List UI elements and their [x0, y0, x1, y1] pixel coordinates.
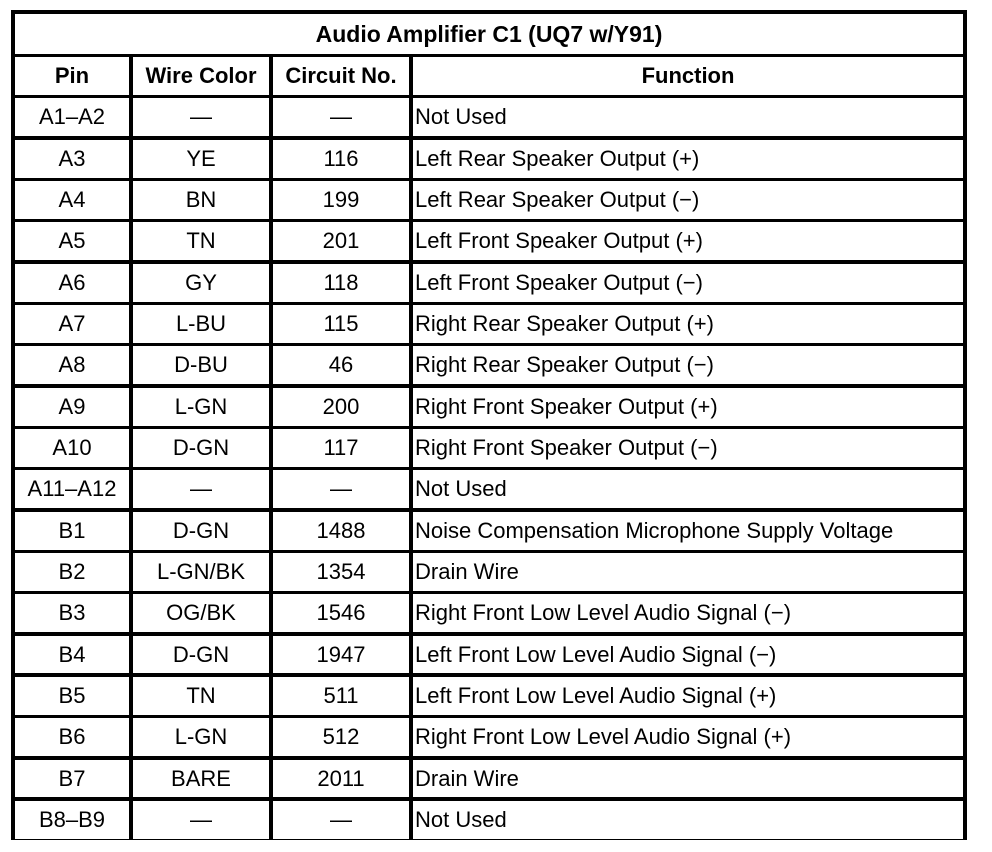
pin-cell: A5 — [15, 222, 129, 260]
wire-color-cell: D-BU — [133, 346, 269, 384]
header-function: Function — [413, 57, 963, 95]
wire-color-cell: L-GN — [133, 388, 269, 426]
pin-cell: A6 — [15, 264, 129, 302]
wire-color-cell: L-GN — [133, 718, 269, 756]
pin-cell: A4 — [15, 181, 129, 219]
pin-cell: B8–B9 — [15, 801, 129, 839]
function-cell: Noise Compensation Microphone Supply Voltage — [413, 512, 963, 550]
function-cell: Left Rear Speaker Output (−) — [413, 181, 963, 219]
table-grid — [15, 57, 963, 839]
function-cell: Right Front Speaker Output (−) — [413, 429, 963, 467]
circuit-number-cell: 116 — [273, 140, 409, 178]
circuit-number-cell: 200 — [273, 388, 409, 426]
function-cell: Left Rear Speaker Output (+) — [413, 140, 963, 178]
pin-cell: B7 — [15, 760, 129, 798]
circuit-number-cell: 118 — [273, 264, 409, 302]
pin-cell: B6 — [15, 718, 129, 756]
function-cell: Right Front Low Level Audio Signal (+) — [413, 718, 963, 756]
circuit-number-cell: 512 — [273, 718, 409, 756]
circuit-number-cell: 511 — [273, 677, 409, 715]
pin-cell: A7 — [15, 305, 129, 343]
circuit-number-cell: 1546 — [273, 594, 409, 632]
function-cell: Not Used — [413, 98, 963, 136]
pin-cell: B2 — [15, 553, 129, 591]
wire-color-cell: D-GN — [133, 512, 269, 550]
wire-color-cell: — — [133, 470, 269, 508]
function-cell: Left Front Speaker Output (−) — [413, 264, 963, 302]
circuit-number-cell: 1947 — [273, 636, 409, 674]
header-pin: Pin — [15, 57, 129, 95]
pin-cell: A1–A2 — [15, 98, 129, 136]
circuit-number-cell: 1354 — [273, 553, 409, 591]
pin-cell: B1 — [15, 512, 129, 550]
pin-cell: B3 — [15, 594, 129, 632]
wire-color-cell: L-GN/BK — [133, 553, 269, 591]
circuit-number-cell: 115 — [273, 305, 409, 343]
wire-color-cell: BARE — [133, 760, 269, 798]
pin-cell: A9 — [15, 388, 129, 426]
function-cell: Not Used — [413, 470, 963, 508]
pin-cell: B4 — [15, 636, 129, 674]
function-cell: Drain Wire — [413, 760, 963, 798]
wire-color-cell: — — [133, 98, 269, 136]
circuit-number-cell: 46 — [273, 346, 409, 384]
function-cell: Drain Wire — [413, 553, 963, 591]
connector-table — [11, 10, 967, 840]
circuit-number-cell: 199 — [273, 181, 409, 219]
wire-color-cell: TN — [133, 222, 269, 260]
function-cell: Right Rear Speaker Output (+) — [413, 305, 963, 343]
pin-cell: B5 — [15, 677, 129, 715]
wire-color-cell: D-GN — [133, 636, 269, 674]
wire-color-cell: L-BU — [133, 305, 269, 343]
wire-color-cell: YE — [133, 140, 269, 178]
function-cell: Right Front Speaker Output (+) — [413, 388, 963, 426]
circuit-number-cell: 117 — [273, 429, 409, 467]
pin-cell: A8 — [15, 346, 129, 384]
function-cell: Right Front Low Level Audio Signal (−) — [413, 594, 963, 632]
function-cell: Left Front Speaker Output (+) — [413, 222, 963, 260]
wire-color-cell: TN — [133, 677, 269, 715]
header-wire-color: Wire Color — [133, 57, 269, 95]
function-cell: Not Used — [413, 801, 963, 839]
wire-color-cell: D-GN — [133, 429, 269, 467]
circuit-number-cell: — — [273, 470, 409, 508]
pin-cell: A3 — [15, 140, 129, 178]
wire-color-cell: BN — [133, 181, 269, 219]
pin-cell: A11–A12 — [15, 470, 129, 508]
wire-color-cell: — — [133, 801, 269, 839]
circuit-number-cell: 1488 — [273, 512, 409, 550]
table-title: Audio Amplifier C1 (UQ7 w/Y91) — [15, 14, 963, 54]
wire-color-cell: OG/BK — [133, 594, 269, 632]
circuit-number-cell: — — [273, 801, 409, 839]
function-cell: Left Front Low Level Audio Signal (−) — [413, 636, 963, 674]
pin-cell: A10 — [15, 429, 129, 467]
circuit-number-cell: — — [273, 98, 409, 136]
function-cell: Right Rear Speaker Output (−) — [413, 346, 963, 384]
wire-color-cell: GY — [133, 264, 269, 302]
function-cell: Left Front Low Level Audio Signal (+) — [413, 677, 963, 715]
circuit-number-cell: 2011 — [273, 760, 409, 798]
circuit-number-cell: 201 — [273, 222, 409, 260]
header-circuit-no: Circuit No. — [273, 57, 409, 95]
